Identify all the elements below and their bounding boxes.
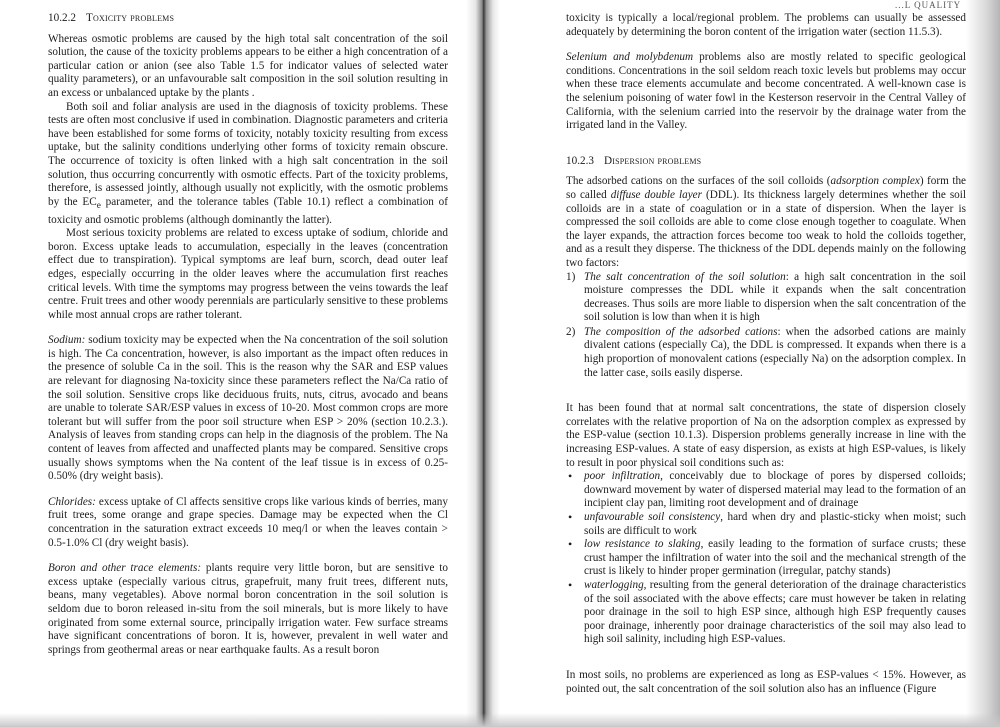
list-item: • low resistance to slaking, easily leading to the formation of surface crusts; these crust hamper the infiltration of water into the soil and the mechanical strength of the crust is likely to hinder proper germination (irregular, patchy stands) <box>568 537 966 578</box>
paragraph-ddl: The adsorbed cations on the surfaces of the soil colloids (adsorption complex) form the so called diffuse double layer (DDL). Its thickness largely determines whether the soil colloids are in a state of coagulation or in a state of dispersion. When the layer is compressed the soil colloids are able to come close enough together to coagulate. When the layer expands, the attraction forces become too weak to hold the colloids together, and as a result they disperse. The thickness of the DDL depends mainly on the following two factors: <box>566 175 967 269</box>
paragraph-sodium: Sodium: sodium toxicity may be expected when the Na concentration of the soil solution is high. The Ca concentration, however, is also important as the impact often reduces in the presence of soluble Ca in the soil. This is the reason why the SAR and ESP values are relevant for diagnosing Na-toxicity since these parameters reflect the Na/Ca ratio of the soil solution. Sensitive crops like deciduous fruits, nuts, citrus, avocado and beans are unable to tolerate SAR/ESP values in excess of 10-20. Most common crops are more tolerant but will suffer from the poor soil structure when ESP > 20% (section 10.2.3.). Analysis of leaves from standing crops can help in the diagnosis of the problem. The Na content of leaves from affected and unaffected plants may be compared. Sensitive crops usually shows symptoms when the Na content of the leaf tissue is in excess of 0.25-0.50% (dry weight basis). <box>48 334 448 483</box>
left-page <box>0 0 474 727</box>
list-item: • poor infiltration, conceivably due to blockage of pores by dispersed colloids; downward movement by water of dispersed material may lead to the formation of an incipient clay pan, limiting root development and of drainage <box>568 469 967 510</box>
bullet-icon: • <box>568 537 573 552</box>
page-bottom-shadow <box>0 713 1000 727</box>
section-title: Dispersion problems <box>603 154 702 167</box>
list-item: 1) The salt concentration of the soil solution: a high salt concentration in the soil moisture compresses the DDL while it expands when the salt concentration decreases. Thus soils are more liable to dispersion when the salt concentration of the soil solution is low than when it is high <box>566 270 967 324</box>
left-page-text <box>48 12 448 657</box>
book-gutter <box>466 0 500 727</box>
paragraph-esp-threshold: In most soils, no problems are experienced as long as ESP-values < 15%. However, as pointed out, the salt concentration of the soil solution also has an influence (Figure <box>566 668 966 695</box>
soil-condition-list <box>566 470 966 647</box>
paragraph-boron-continued: toxicity is typically a local/regional problem. The problems can usually be assessed adequately by determining the boron content of the irrigation water (section 11.5.3). <box>566 12 966 38</box>
boron-label: Boron and other trace elements: <box>48 562 202 575</box>
paragraph-serious-problems: Most serious toxicity problems are related to excess uptake of sodium, chloride and boron. Excess uptake leads to accumulation, especially in the leaves (concentration effect due to transpiration). Typical symptoms are leaf burn, scorch, dead outer leaf edges, especially occurring in the older leaves where the accumulation first reaches critical levels. With time the symptoms may progress between the veins towards the leaf centre. Fruit trees and other woody perennials are particularly sensitive to these problems while most annual crops are rather tolerant. <box>48 227 448 321</box>
chlorides-label: Chlorides: <box>48 495 96 508</box>
paragraph-boron: Boron and other trace elements: plants require very little boron, but are sensitive to excess uptake (especially various citrus, grapefruit, many fruit trees, different nuts, beans, many vegetables). Above normal boron concentration in the soil solution is seldom due to boron released in-situ from the soil minerals, but is more likely to have originated from some external source, principally irrigation water. Few surface streams have significant concentrations of boron. It is, however, prevalent in well water and springs from geothermal areas or near earthquake faults. As a result boron <box>48 562 448 656</box>
paragraph-esp: It has been found that at normal salt concentrations, the state of dispersion closely correlates with the relative proportion of Na on the adsorption complex as expressed by the ESP-value (section 10.1.3). Dispersion problems generally increase in line with the increasing ESP-values. A state of easy dispersion, as exists at high ESP-values, is likely to result in poor physical soil conditions such as: <box>566 402 966 469</box>
paragraph-intro: Whereas osmotic problems are caused by the high total salt concentration of the soil solution, the cause of the toxicity problems appears to be either a high concentration of a particular cation or anion (see also Table 1.5 for indicator values of selected water quality parameters), or an unfavourable salt composition in the soil solution resulting in an excess or unbalanced uptake by the plants . <box>48 32 448 99</box>
list-item: 2) The composition of the adsorbed cations: when the adsorbed cations are mainly divalent cations (especially Ca), the DDL is compressed. It expands when there is a high proportion of monovalent cations (especially Na) on the adsorption complex. In the latter case, soils easily disperse. <box>566 325 966 379</box>
list-item: • unfavourable soil consistency, hard when dry and plastic-sticky when moist; such soils are difficult to work <box>568 510 967 537</box>
section-number: 10.2.2 <box>48 12 76 24</box>
right-page-text <box>566 12 966 696</box>
paragraph-selenium: Selenium and molybdenum problems also are mostly related to specific geological conditions. Concentrations in the soil seldom reach toxic levels but problems may occur when these trace elements accumulate and become concentrated. A well-known case is the selenium poisoning of water fowl in the Kesterson reservoir in the Central Valley of California, with the selenium carried into the reservoir by the drainage water from the irrigated land in the Valley. <box>566 51 966 132</box>
selenium-label: Selenium and molybdenum <box>566 51 694 64</box>
section-title: Toxicity problems <box>85 12 175 24</box>
section-number: 10.2.3 <box>566 154 594 167</box>
section-heading-toxicity <box>48 12 448 26</box>
section-heading-dispersion <box>566 155 966 169</box>
running-head: ...L QUALITY <box>895 0 962 10</box>
bullet-icon: • <box>568 577 573 592</box>
bullet-icon: • <box>568 510 573 524</box>
paragraph-chlorides: Chlorides: excess uptake of Cl affects sensitive crops like various kinds of berries, many fruit trees, some orange and grape species. Damage may be expected when the Cl concentration in the saturation extract exceeds 10 meq/l or when the leaves contain > 0.5-1.0% Cl (dry weight basis). <box>48 495 448 549</box>
list-item: • waterlogging, resulting from the general deterioration of the drainage characteristics of the soil associated with the above effects; care must however be taken in relating poor drainage in the soil to high ESP since, although high ESP frequently causes poor drainage, inherently poor drainage characteristics of the soil may also lead to high soil salinity, including high ESP-values. <box>568 577 966 646</box>
factor-list <box>566 271 966 381</box>
sodium-label: Sodium: <box>48 334 86 347</box>
paragraph-diagnosis: Both soil and foliar analysis are used in the diagnosis of toxicity problems. These tests are often most conclusive if used in combination. Diagnostic parameters and criteria have been established for some forms of toxicity, notably toxicity resulting from excess uptake, but the salinity conditions underlying other forms of toxicity remain obscure. The occurrence of toxicity is often linked with a high salt concentration in the soil solution, thus occurring concurrently with osmotic effects. Part of the toxicity problems, therefore, is assessed jointly, although usually not explicitly, with the osmotic problems by the $EC_e$ parameter, and the tolerance tables (Table 10.1) reflect a combination of toxicity and osmotic problems (although dominantly the latter). <box>48 100 448 226</box>
page-edge-shadow <box>966 0 1000 727</box>
bullet-icon: • <box>568 469 573 484</box>
